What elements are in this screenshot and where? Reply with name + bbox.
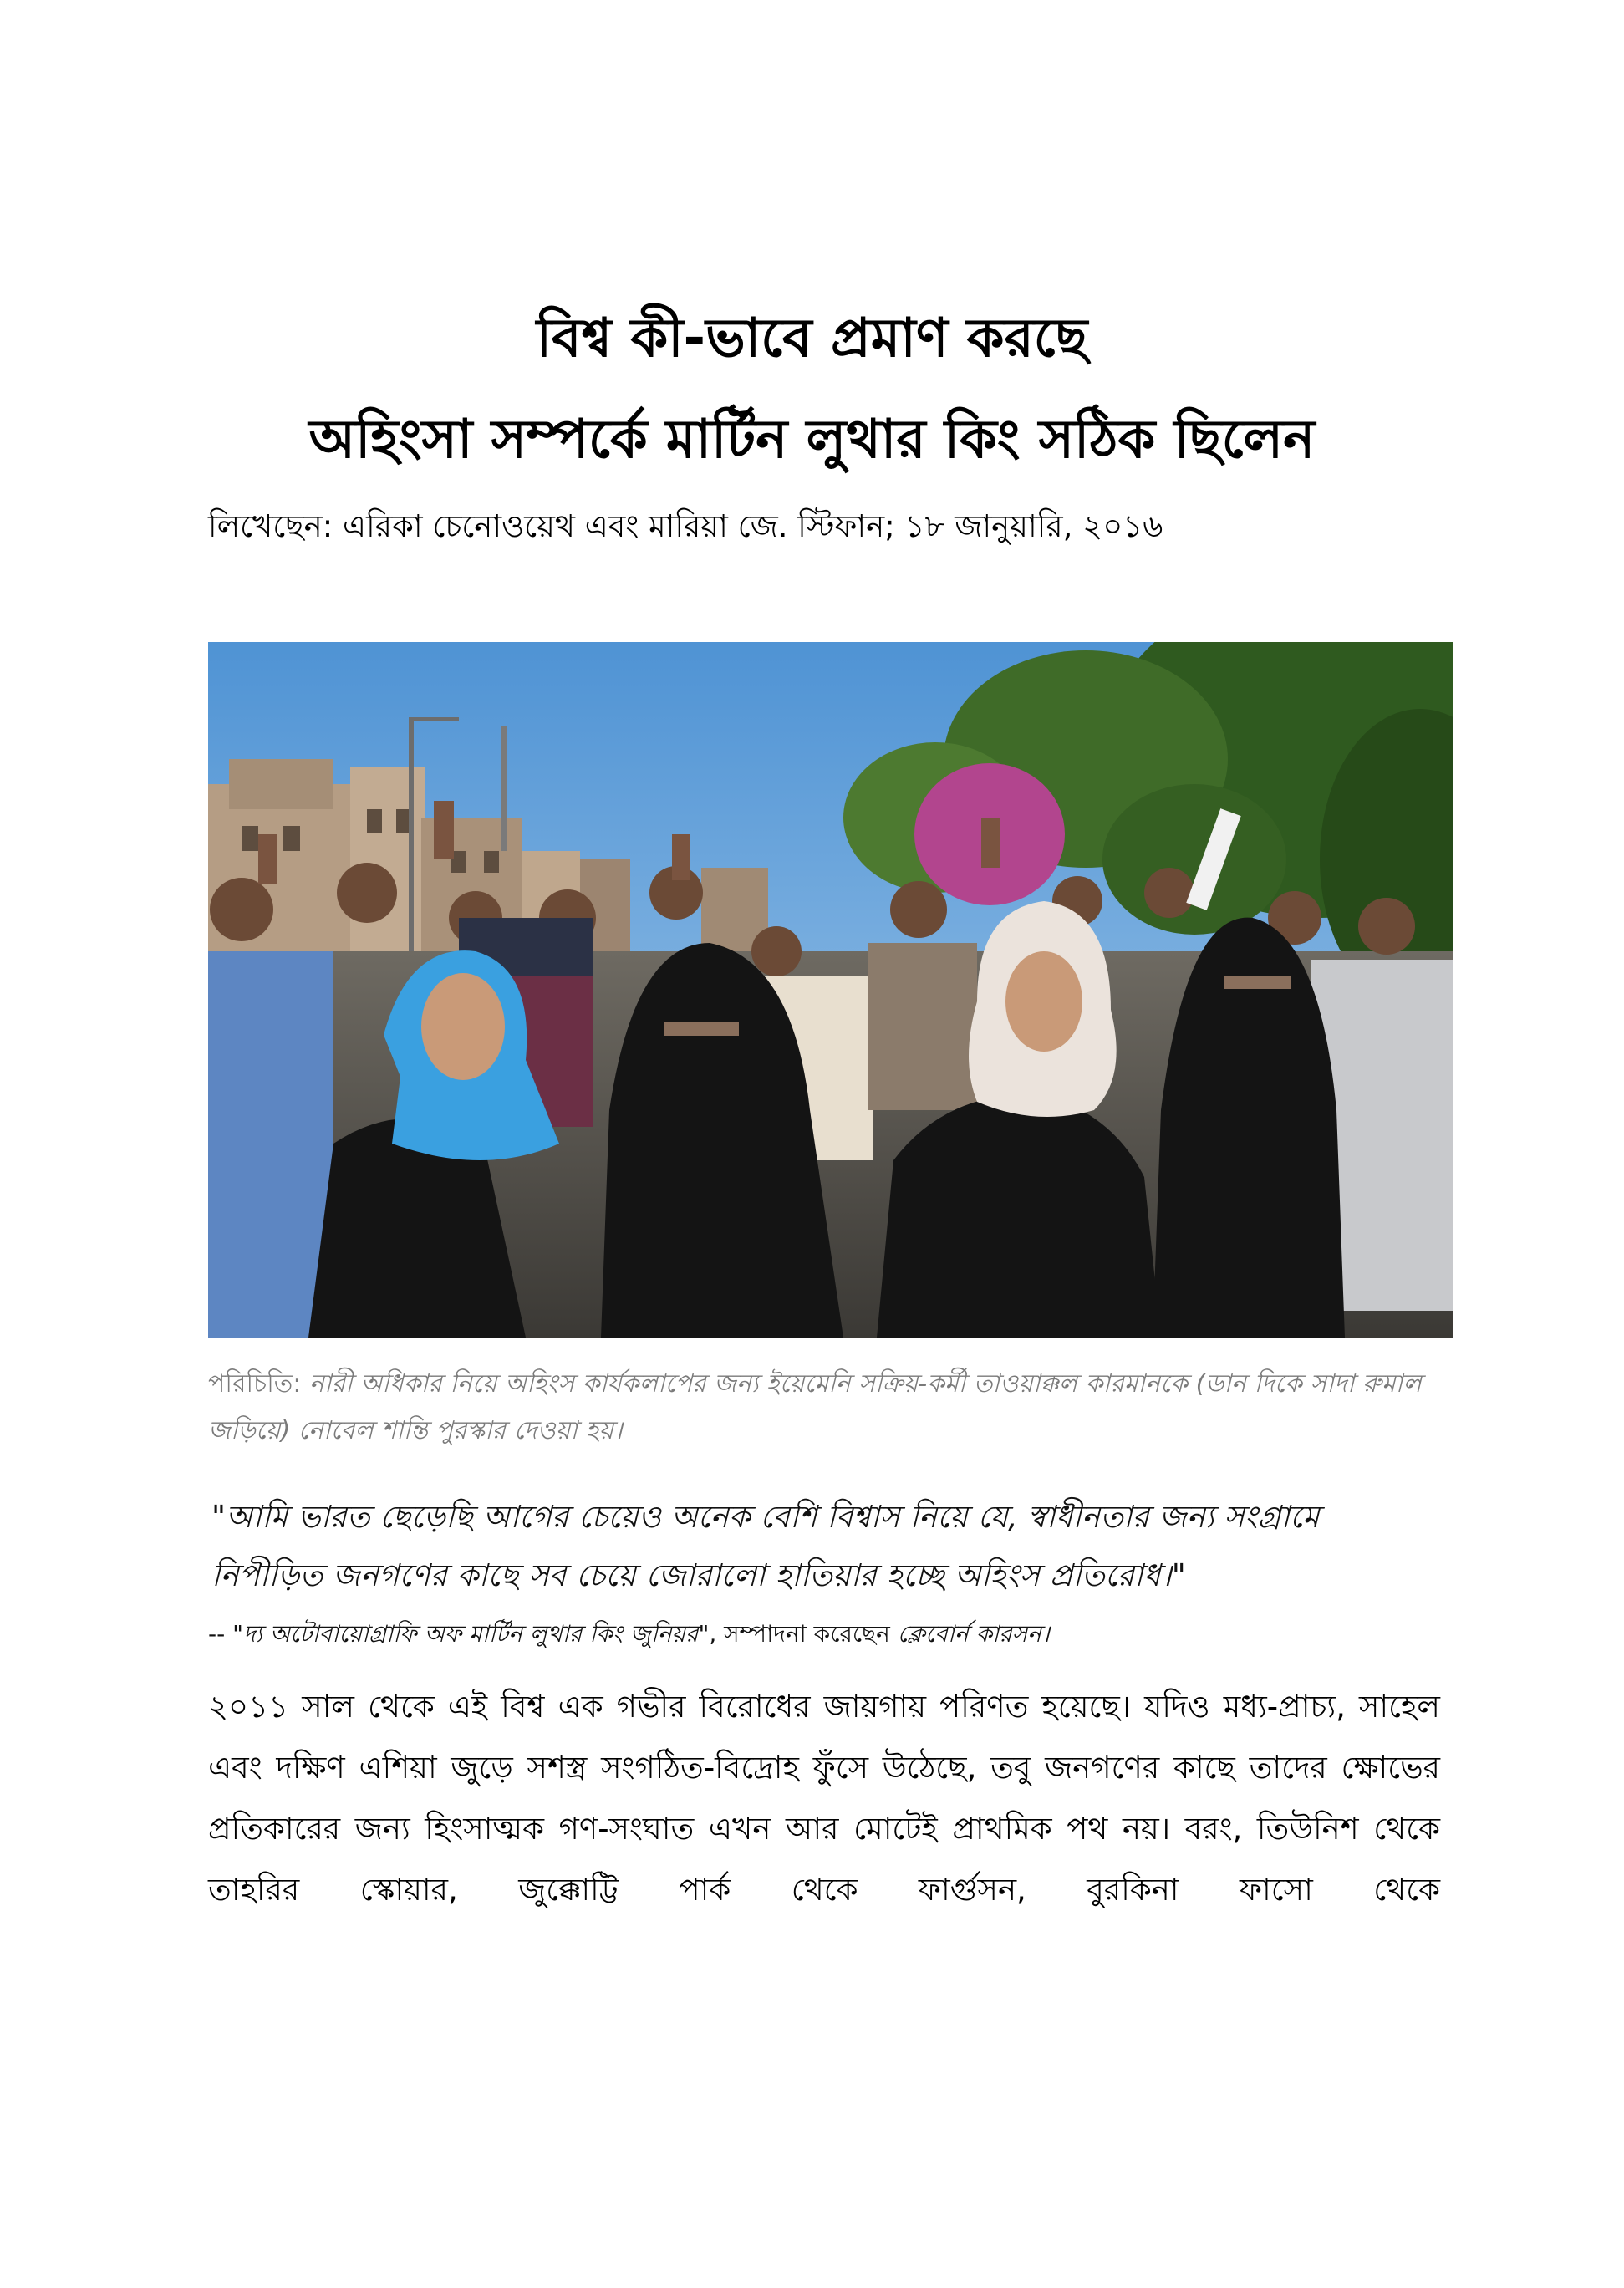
caption-label: পরিচিতি:: [208, 1369, 302, 1399]
protest-photo: [208, 642, 1453, 1338]
quote-attribution: [208, 1613, 1462, 1655]
article-title-line-1: বিশ্ব কী-ভাবে প্রমাণ করছে: [536, 308, 1088, 369]
article-title-line-2: অহিংসা সম্পর্কে মার্টিন লুথার কিং সঠিক ছিলেন: [308, 409, 1316, 471]
byline: লিখেছেন: এরিকা চেনোওয়েথ এবং মারিয়া জে. স্টিফান; ১৮ জানুয়ারি, ২০১৬: [208, 508, 1163, 544]
photo-caption: [208, 1361, 1428, 1455]
body-paragraph: ২০১১ সাল থেকে এই বিশ্ব এক গভীর বিরোধের জায়গায় পরিণত হয়েছে। যদিও মধ্য-প্রাচ্য, সাহেল এবং দক্ষিণ এশিয়া জুড়ে সশস্ত্র সংগঠিত-বিদ্রোহ ফুঁসে উঠেছে, তবু জনগণের কাছে তাদের ক্ষোভের প্রতিকারের জন্য হিংসাত্মক গণ-সংঘাত এখন আর মোটেই প্রাথমিক পথ নয়। বরং, তিউনিশ থেকে তাহরির স্কোয়ার, জুক্কোট্টি পার্ক থেকে ফার্গুসন, বুরকিনা ফাসো থেকে: [208, 1689, 1440, 1908]
attribution-dash: --: [208, 1620, 226, 1648]
attribution-book-title: "দ্য অটোবায়োগ্রাফি অফ মার্টিন লুথার কিং জুনিয়র": [232, 1620, 710, 1648]
pull-quote: "আমি ভারত ছেড়েছি আগের চেয়েও অনেক বেশি বিশ্বাস নিয়ে যে, স্বাধীনতার জন্য সংগ্রামে নিপীড়িত জনগণের কাছে সব চেয়ে জোরালো হাতিয়ার হচ্ছে অহিংস প্রতিরোধ।": [211, 1499, 1320, 1593]
attribution-editor: ক্লেবোর্ন কারসন।: [897, 1620, 1050, 1648]
caption-text: নারী অধিকার নিয়ে অহিংস কার্যকলাপের জন্য ইয়েমেনি সক্রিয়-কর্মী তাওয়াক্কল কারমানকে (ডান দিকে সাদা রুমাল জড়িয়ে) নোবেল শান্তি পুরস্কার দেওয়া হয়।: [208, 1369, 1422, 1445]
attribution-edited-by: , সম্পাদনা করেছেন: [709, 1620, 890, 1648]
